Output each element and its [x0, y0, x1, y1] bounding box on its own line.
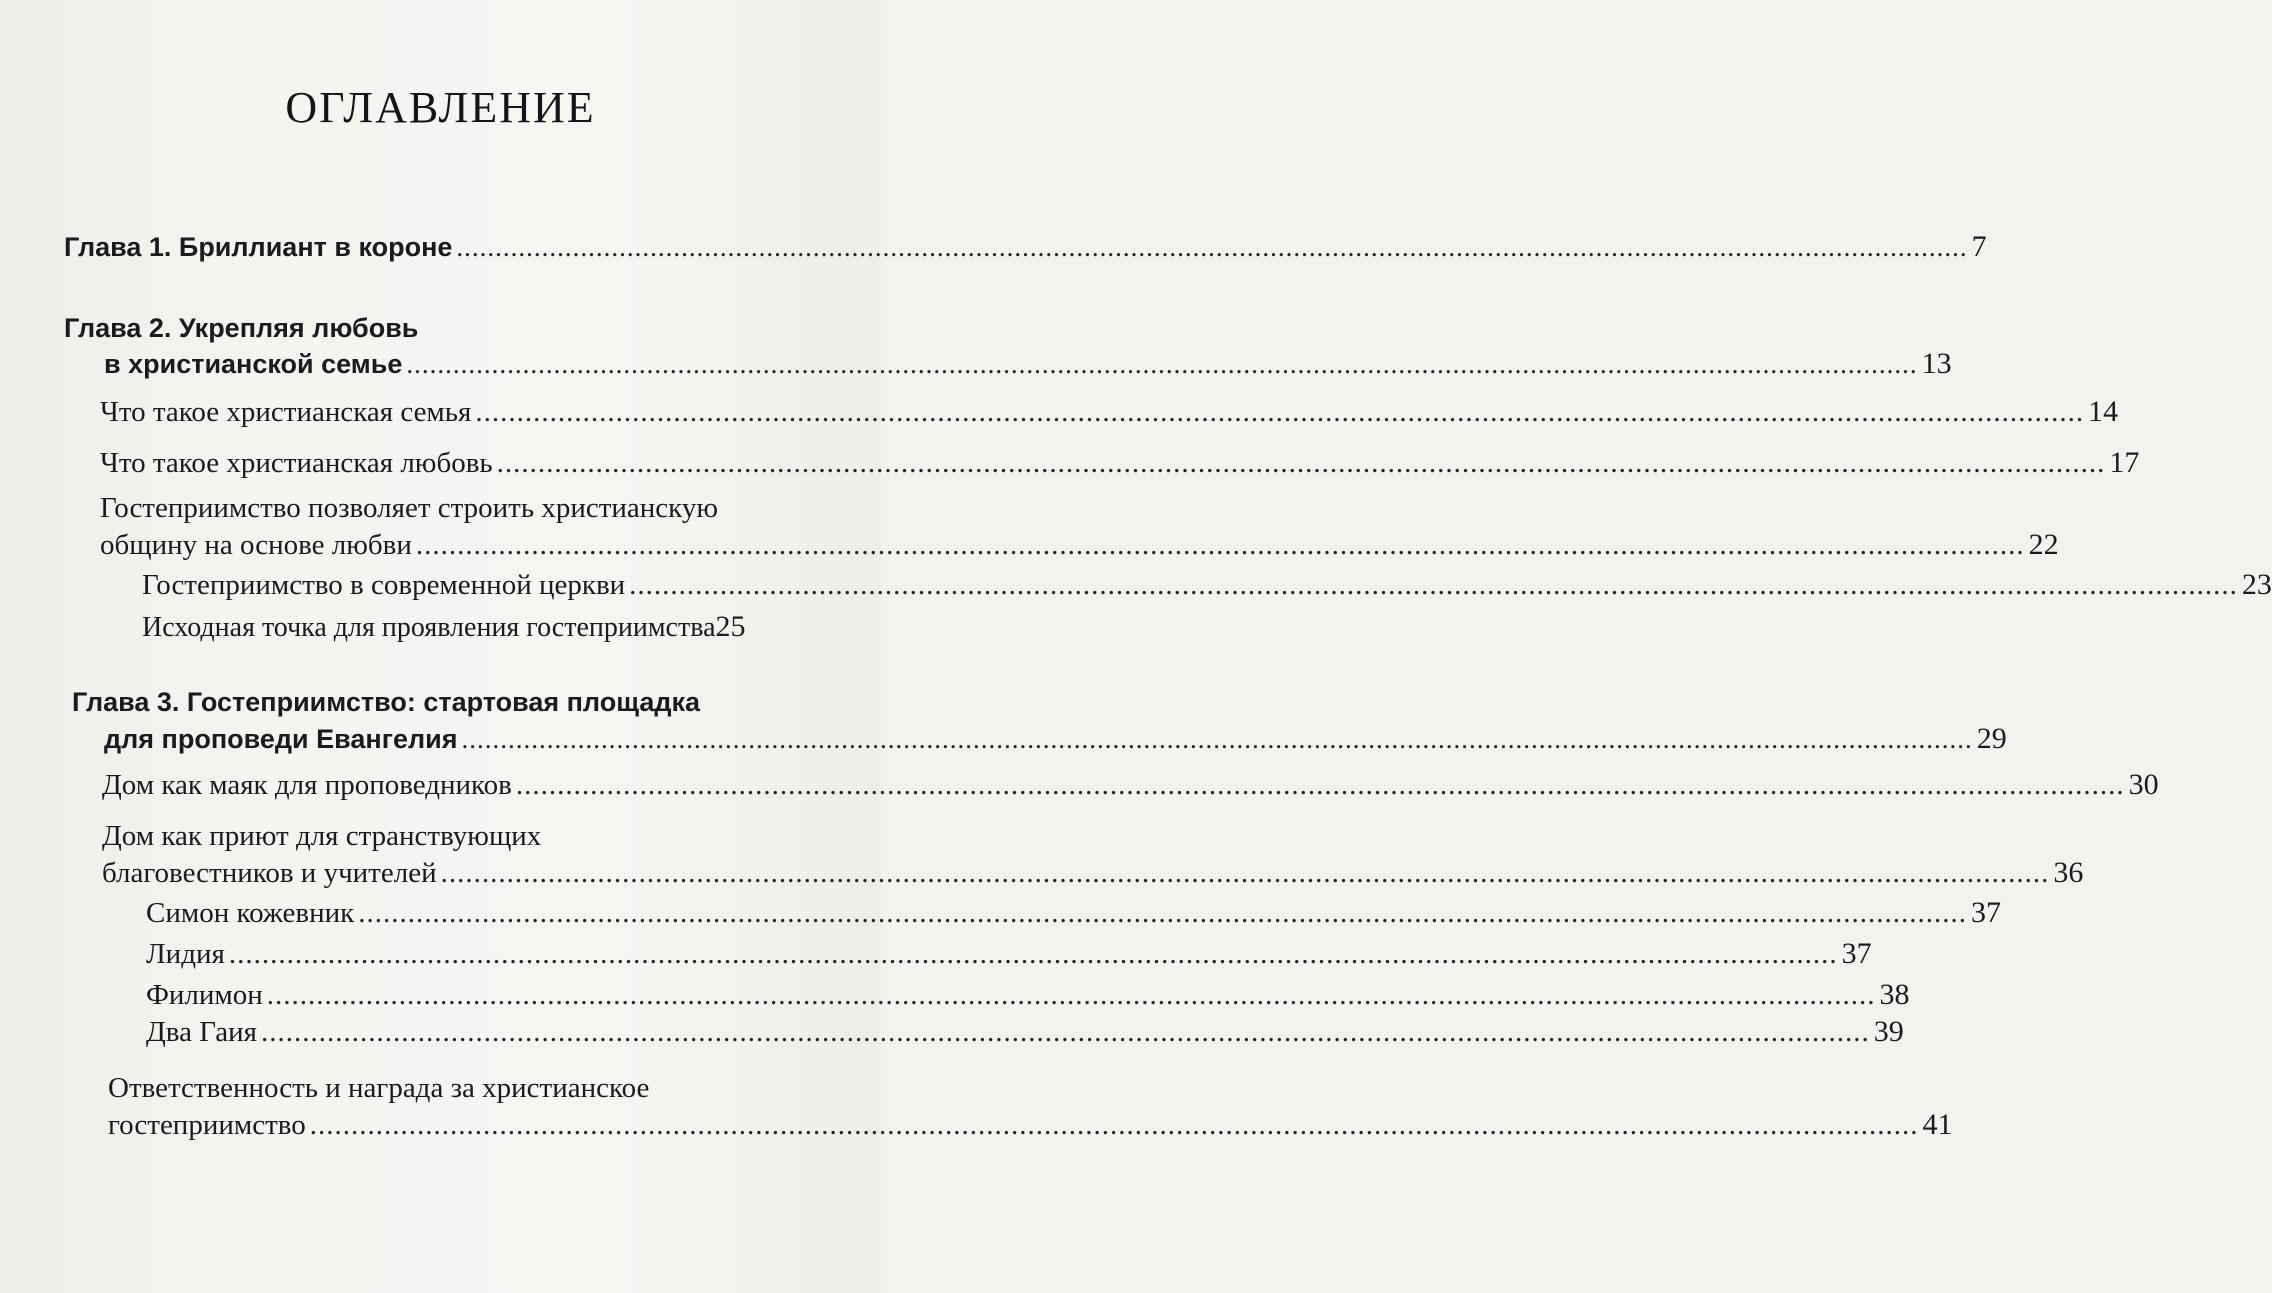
- toc-entry-lighthouse: [102, 768, 2159, 801]
- toc-entry-two-gaius: [146, 1015, 1904, 1048]
- dot-leader: ...................................................................................................................................................................................................: [629, 569, 2238, 601]
- dot-leader: ...................................................................................................................................................................................................: [475, 396, 2085, 428]
- dot-leader: ...................................................................................................................................................................................................: [309, 1109, 1919, 1141]
- dot-leader: ...................................................................................................................................................................................................: [515, 769, 2125, 801]
- dot-leader: ...................................................................................................................................................................................................: [456, 232, 1968, 262]
- toc-entry-label: Гостеприимство в современной церкви: [142, 569, 626, 601]
- toc-entry-label: Филимон: [146, 979, 263, 1011]
- toc-chapter-2-heading: Глава 2. Укрепляя любовь: [64, 313, 419, 343]
- toc-entry-christian-love: [100, 446, 2140, 479]
- toc-entry-shelter: [102, 856, 2084, 889]
- toc-page-number: 23: [2241, 568, 2272, 601]
- toc-entry-label: Симон кожевник: [146, 897, 355, 929]
- toc-entry-label: Два Гаия: [146, 1016, 257, 1048]
- toc-page-number: 25: [715, 610, 746, 643]
- toc-page-number: 17: [2109, 446, 2140, 479]
- dot-leader: ...................................................................................................................................................................................................: [228, 938, 1838, 970]
- toc-page-number: 22: [2028, 528, 2059, 561]
- dot-leader: ...................................................................................................................................................................................................: [415, 529, 2025, 561]
- toc-entry-label: Глава 1. Бриллиант в короне: [64, 232, 453, 262]
- toc-page-number: 13: [1921, 347, 1952, 380]
- dot-leader: ...................................................................................................................................................................................................: [461, 724, 1973, 754]
- toc-entry-lydia: [146, 937, 1872, 970]
- dot-leader: ...................................................................................................................................................................................................: [266, 979, 1876, 1011]
- toc-entry-label: Что такое христианская семья: [100, 396, 472, 428]
- toc-page-number: 29: [1976, 722, 2007, 755]
- toc-entry-chapter-3: [104, 722, 2007, 755]
- toc-page-number: 37: [1841, 937, 1872, 970]
- toc-entry-chapter-2: [104, 347, 1952, 380]
- toc-page-number: 39: [1873, 1015, 1904, 1048]
- toc-entry-label: Что такое христианская любовь: [100, 447, 493, 479]
- toc-page-number: 7: [1971, 230, 1987, 263]
- page-title: ОГЛАВЛЕНИЕ: [285, 83, 596, 132]
- toc-entry-hospitality-builds-line1: Гостеприимство позволяет строить христианскую: [100, 492, 719, 524]
- toc-entry-label: Дом как маяк для проповедников: [102, 769, 512, 801]
- toc-entry-label: Исходная точка для проявления гостеприимства: [142, 612, 716, 643]
- dot-leader: ...................................................................................................................................................................................................: [358, 897, 1967, 929]
- toc-page-number: 30: [2128, 768, 2159, 801]
- toc-entry-label: благовестников и учителей: [102, 857, 437, 889]
- toc-entry-label: для проповеди Евангелия: [104, 724, 458, 754]
- toc-chapter-3-heading: Глава 3. Гостеприимство: стартовая площадка: [72, 687, 701, 717]
- toc-entry-philemon: [146, 978, 1910, 1011]
- toc-entry-christian-family: [100, 395, 2119, 428]
- toc-entry-shelter-line1: Дом как приют для странствующих: [102, 820, 542, 852]
- dot-leader: ...................................................................................................................................................................................................: [496, 447, 2106, 479]
- toc-entry-starting-point: [142, 612, 844, 642]
- toc-entry-label: Лидия: [146, 938, 225, 970]
- dot-leader: ...................................................................................................................................................................................................: [261, 1016, 1870, 1048]
- toc-entry-label: в христианской семье: [104, 349, 403, 379]
- toc-page-number: 38: [1879, 978, 1910, 1011]
- toc-entry-label: общину на основе любви: [100, 529, 412, 561]
- toc-page-number: 36: [2053, 856, 2084, 889]
- toc-page-number: 37: [1970, 896, 2001, 929]
- dot-leader: ...................................................................................................................................................................................................: [406, 349, 1918, 379]
- toc-entry-modern-church: [142, 568, 2272, 601]
- toc-entry-responsibility-line1: Ответственность и награда за христианское: [108, 1072, 650, 1104]
- toc-entry-label: гостеприимство: [108, 1109, 306, 1141]
- toc-entry-chapter-1: [64, 230, 1987, 263]
- toc-entry-hospitality-builds: [100, 528, 2059, 561]
- dot-leader: ...................................................................................................................................................................................................: [440, 857, 2050, 889]
- toc-entry-simon: [146, 896, 2001, 929]
- toc-entry-responsibility: [108, 1108, 1953, 1141]
- toc-page-number: 41: [1922, 1108, 1953, 1141]
- toc-page-number: 14: [2088, 395, 2119, 428]
